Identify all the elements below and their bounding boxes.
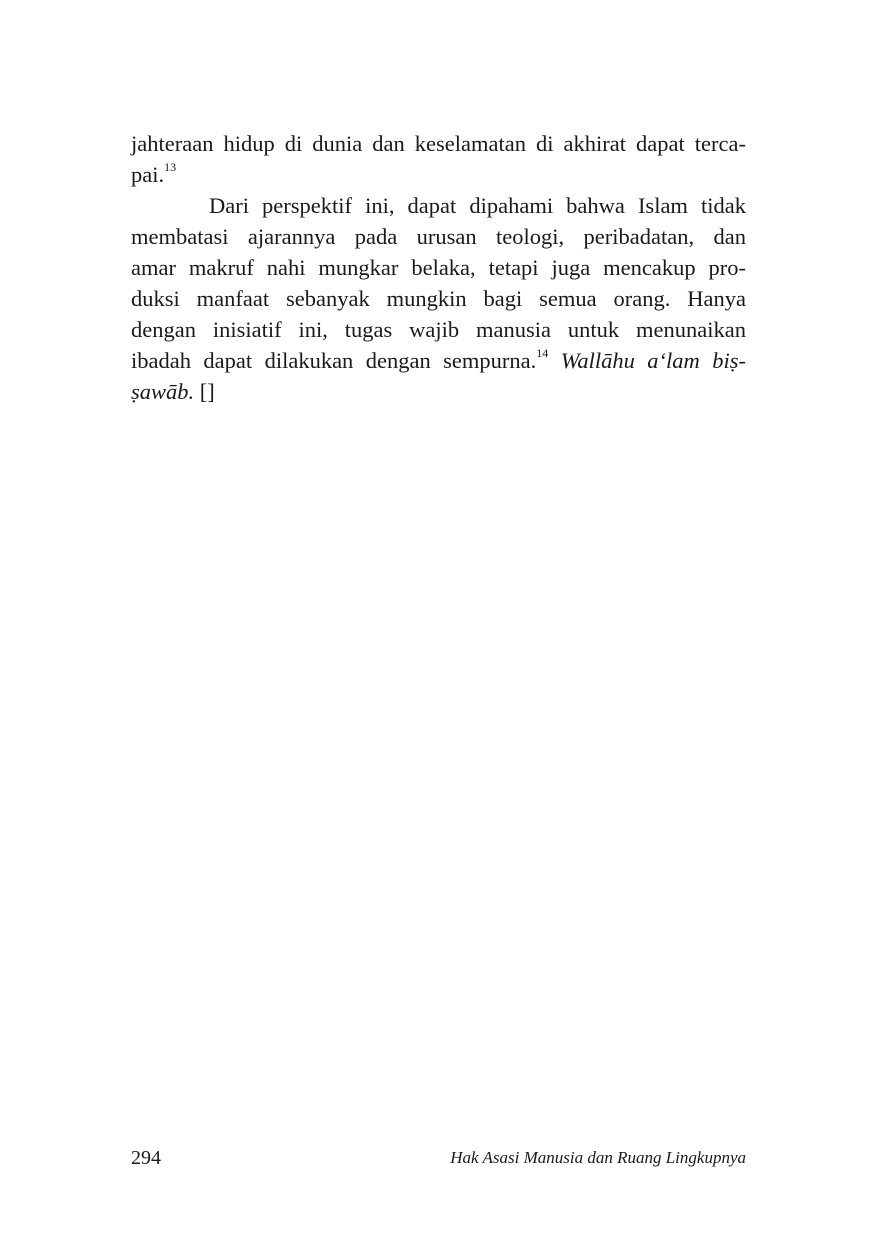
paragraph2-line2: membatasi ajarannya pada urusan teologi, peribadatan, dan bbox=[131, 224, 746, 249]
paragraph2-line6 bbox=[131, 345, 746, 376]
paragraph1-line1: jahteraan hidup di dunia dan keselamatan di akhirat dapat terca- bbox=[131, 131, 746, 156]
paragraph2-line3: amar makruf nahi mungkar belaka, tetapi juga mencakup pro- bbox=[131, 255, 746, 280]
running-title: Hak Asasi Manusia dan Ruang Lingkupnya bbox=[450, 1148, 746, 1167]
page-footer bbox=[131, 1143, 746, 1173]
footnote-marker-13[interactable]: 13 bbox=[164, 159, 177, 174]
page-number: 294 bbox=[131, 1147, 161, 1169]
paragraph2-line5: dengan inisiatif ini, tugas wajib manusia untuk menunaikan bbox=[131, 317, 746, 342]
paragraph2-line1: Dari perspektif ini, dapat dipahami bahwa Islam tidak bbox=[209, 193, 746, 218]
footnote-marker-14[interactable]: 14 bbox=[536, 345, 549, 360]
paragraph1-line2-text: pai. bbox=[131, 162, 165, 187]
paragraph1-line2 bbox=[131, 159, 746, 190]
paragraph2-line6-text: ibadah dapat dilakukan dengan sempurna. bbox=[131, 348, 537, 373]
closing-phrase-part2: ṣawāb. bbox=[131, 379, 195, 404]
end-mark: [] bbox=[199, 379, 215, 404]
paragraph2-line7 bbox=[131, 376, 746, 407]
paragraph2-line4: duksi manfaat sebanyak mungkin bagi semua orang. Hanya bbox=[131, 286, 746, 311]
body-text bbox=[131, 128, 746, 407]
closing-phrase-part1: Wallāhu a‘lam biṣ- bbox=[560, 348, 746, 373]
